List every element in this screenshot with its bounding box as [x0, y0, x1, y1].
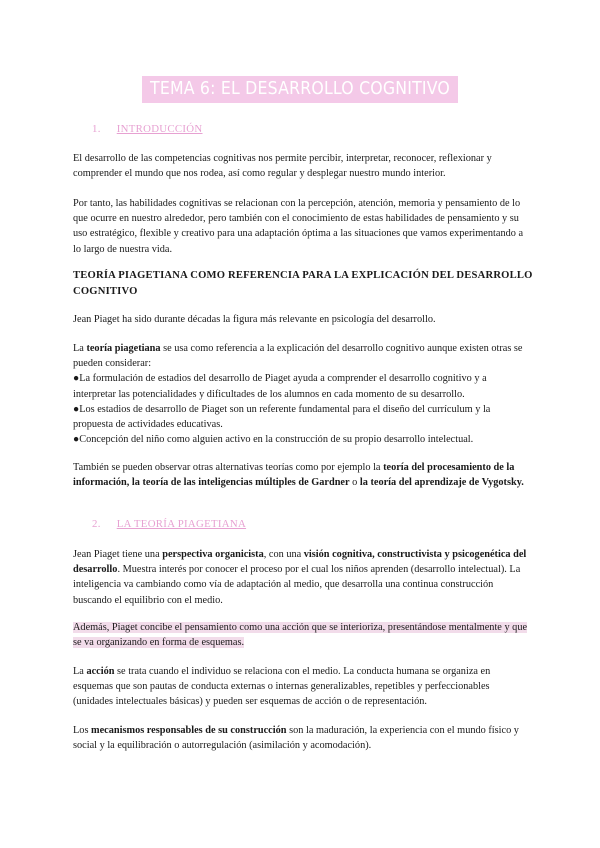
- text-run: son la maduración, la experiencia con el mundo físico y social y la equilibración o autorregulación (asimilación y acomodación).: [73, 725, 519, 752]
- bold-term: acción: [86, 666, 115, 677]
- list-item: ●Concepción del niño como alguien activo en la construcción de su propio desarrollo intelectual.: [73, 434, 474, 446]
- text-run: se trata cuando el individuo se relaciona con el medio. La conducta humana se organiza en esquemas que son pautas de conducta externas o internas generalizables, repetibles y perfeccionables (unidades intelectuales básicas) y pueden ser esquemas de acción o de representación.: [73, 666, 491, 708]
- section-title: LA TEORÍA PIAGETIANA: [116, 518, 247, 530]
- document-title: TEMA 6: EL DESARROLLO COGNITIVO: [142, 76, 458, 103]
- section-heading-teoria-piagetiana: [92, 518, 246, 530]
- section-number: 2.: [92, 518, 101, 530]
- highlighted-paragraph: [73, 620, 531, 650]
- piaget-reference-heading: TEORÍA PIAGETIANA COMO REFERENCIA PARA LA EXPLICACIÓN DEL DESARROLLO COGNITIVO: [73, 270, 533, 297]
- list-item: ●Los estadios de desarrollo de Piaget son un referente fundamental para el diseño del currículum y la propuesta de actividades educativas.: [73, 403, 491, 431]
- piaget-theory-block: [73, 341, 531, 447]
- bullet-list: [73, 371, 531, 447]
- text-run: También se pueden observar otras alternativas teorías como por ejemplo la: [73, 462, 384, 473]
- list-item: ●La formulación de estadios del desarrollo de Piaget ayuda a comprender el desarrollo cognitivo y a interpretar las potencialidades y dificultades de los alumnos en cada momento de su desarrollo.: [73, 373, 487, 400]
- section-title: INTRODUCCIÓN: [116, 123, 203, 135]
- bold-term: mecanismos responsables de su construcción: [91, 725, 287, 736]
- text-run: Jean Piaget tiene una: [73, 549, 163, 560]
- highlighted-text: Además, Piaget concibe el pensamiento como una acción que se interioriza, presentándose mentalmente y que se va organizando en forma de esquemas.: [73, 622, 528, 649]
- text-run: o: [349, 477, 360, 489]
- mechanisms-paragraph: [73, 723, 531, 753]
- text-run: , con una: [263, 549, 304, 560]
- text-run: La: [73, 666, 87, 677]
- bold-term: la teoría del aprendizaje de Vygotsky.: [359, 477, 524, 489]
- bold-term: visión cognitiva, constructivista y psicogenética del desarrollo: [73, 549, 527, 576]
- intro-paragraph-2: Por tanto, las habilidades cognitivas se relacionan con la percepción, atención, memoria y pensamiento de lo que ocurre en nuestro alrededor, pero también con el conocimiento de estas habilidades de pensamiento y su uso estratégico, flexible y creativo para una adaptación óptima a las situaciones que vamos experimentando a lo largo de nuestra vida.: [73, 198, 524, 255]
- piaget-intro-paragraph: Jean Piaget ha sido durante décadas la figura más relevante en psicología del desarrollo.: [73, 314, 436, 325]
- bold-term: teoría del procesamiento de la información, la teoría de las inteligencias múltiples de Gardner: [73, 462, 515, 489]
- text-run: . Muestra interés por conocer el proceso por el cual los niños aprenden (desarrollo intelectual). La inteligencia va cambiando como vía de adaptación al medio, que desarrolla una continua construcción buscando el equilibrio con el medio.: [73, 564, 521, 606]
- text-run: La: [73, 343, 87, 354]
- section-number: 1.: [92, 123, 101, 135]
- intro-paragraph-1: El desarrollo de las competencias cognitivas nos permite percibir, interpretar, reconocer, reflexionar y comprender el mundo que nos rodea, así como regular y desplegar nuestro mundo interior.: [73, 153, 492, 180]
- alternative-theories-paragraph: [73, 460, 531, 490]
- action-paragraph: [73, 664, 531, 710]
- bold-term: teoría piagetiana: [86, 343, 161, 354]
- text-run: Los: [73, 725, 92, 736]
- section-heading-introduccion: [92, 123, 202, 135]
- bold-term: perspectiva organicista: [162, 549, 264, 560]
- piaget-perspective-paragraph: [73, 547, 531, 608]
- title-wrap: [0, 76, 600, 103]
- text-run: se usa como referencia a la explicación del desarrollo cognitivo aunque existen otras se pueden considerar:: [73, 343, 523, 370]
